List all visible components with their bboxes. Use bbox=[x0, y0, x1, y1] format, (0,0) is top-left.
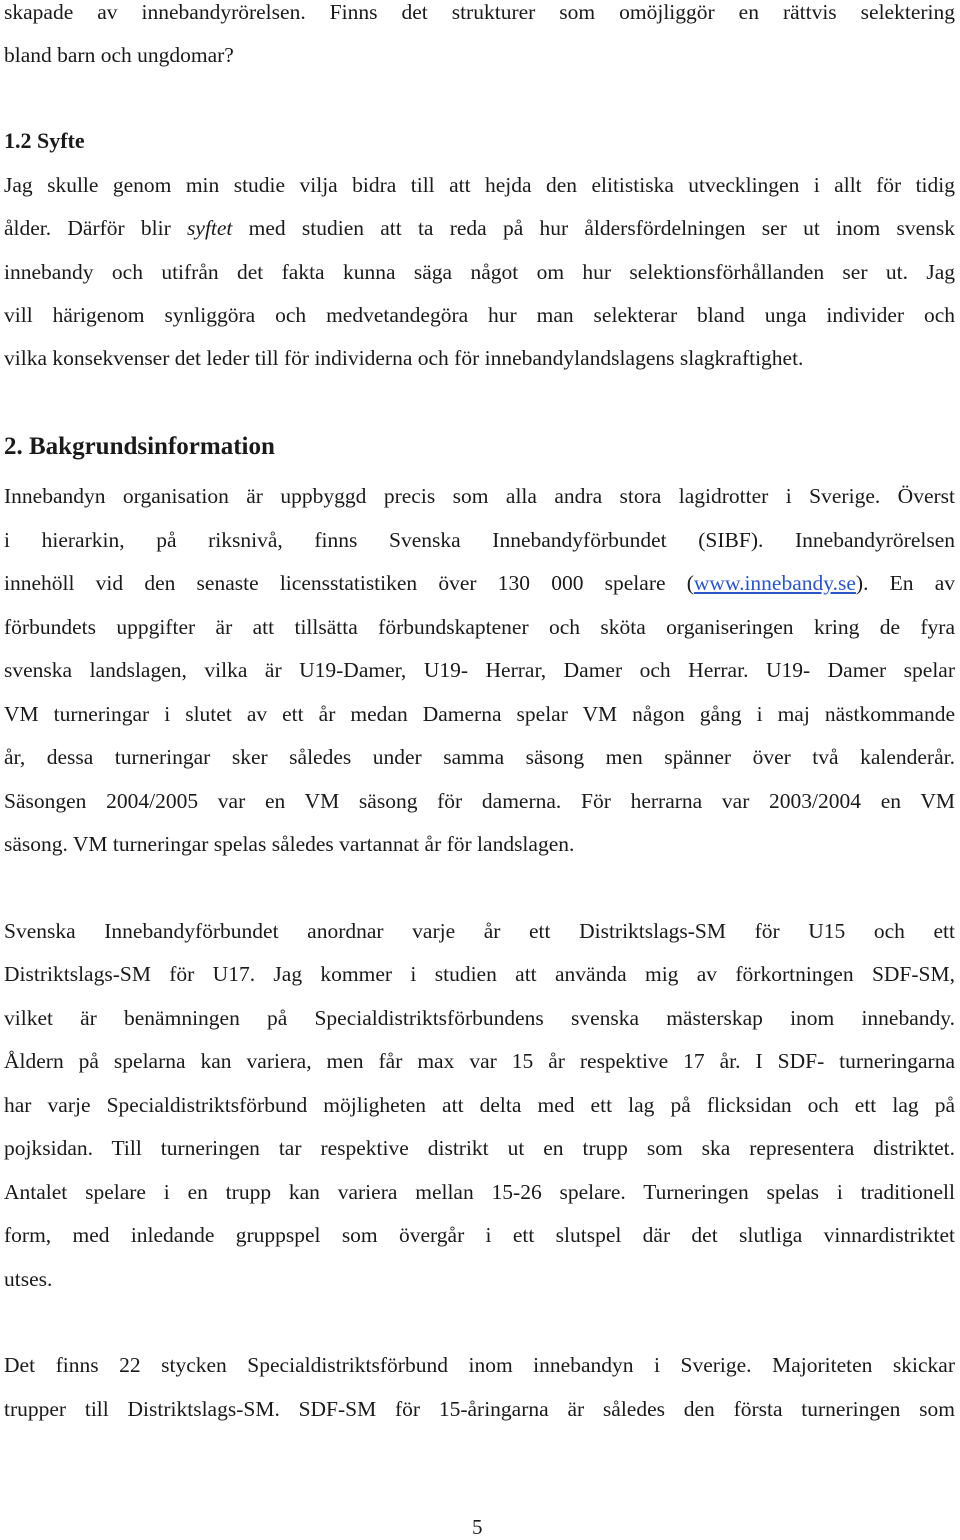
syfte-line-3: innebandy och utifrån det fakta kunna säga något om hur selektionsförhållanden ser ut. Jag bbox=[4, 260, 955, 284]
syfte-line-4: vill härigenom synliggöra och medvetandegöra hur man selekterar bland unga individer och bbox=[4, 303, 955, 327]
syfte-line-2-end: med studien att ta reda på hur åldersfördelningen ser ut inom svensk bbox=[232, 216, 956, 240]
bakgrund-p1-line-8: Säsongen 2004/2005 var en VM säsong för damerna. För herrarna var 2003/2004 en VM bbox=[4, 789, 955, 813]
syfte-line-5: vilka konsekvenser det leder till för individerna och för innebandylandslagens slagkraftighet. bbox=[4, 346, 804, 370]
intro-line-1: skapade av innebandyrörelsen. Finns det strukturer som omöjliggör en rättvis selektering bbox=[4, 0, 955, 24]
bakgrund-p1-line-4: förbundets uppgifter är att tillsätta förbundskaptener och sköta organiseringen kring de fyra bbox=[4, 615, 955, 639]
section-heading-bakgrundsinformation: 2. Bakgrundsinformation bbox=[4, 433, 275, 460]
bakgrund-p2-line-2: Distriktslags-SM för U17. Jag kommer i studien att använda mig av förkortningen SDF-SM, bbox=[4, 962, 955, 986]
bakgrund-p1-line-3-start: innehöll vid den senaste licensstatistiken över 130 000 spelare ( bbox=[4, 571, 694, 595]
bakgrund-p2-line-4: Åldern på spelarna kan variera, men får max var 15 år respektive 17 år. I SDF- turneringarna bbox=[4, 1049, 955, 1073]
page-number: 5 bbox=[472, 1515, 483, 1539]
bakgrund-p2-line-3: vilket är benämningen på Specialdistriktsförbundens svenska mästerskap inom innebandy. bbox=[4, 1006, 955, 1030]
bakgrund-p2-line-6: pojksidan. Till turneringen tar respektive distrikt ut en trupp som ska representera distriktet. bbox=[4, 1136, 955, 1160]
bakgrund-p3-line-2: trupper till Distriktslags-SM. SDF-SM för 15-åringarna är således den första turneringen som bbox=[4, 1397, 955, 1421]
syfte-line-2-start: ålder. Därför blir bbox=[4, 216, 188, 240]
bakgrund-p2-line-9: utses. bbox=[4, 1267, 53, 1291]
syfte-line-2 bbox=[4, 214, 955, 242]
bakgrund-p3-line-1: Det finns 22 stycken Specialdistriktsförbund inom innebandyn i Sverige. Majoriteten skickar bbox=[4, 1353, 955, 1377]
bakgrund-p1-line-3-end: ). En av bbox=[855, 571, 956, 595]
bakgrund-p1-line-1: Innebandyn organisation är uppbyggd precis som alla andra stora lagidrotter i Sverige. Överst bbox=[4, 484, 955, 508]
bakgrund-p2-line-7: Antalet spelare i en trupp kan variera mellan 15-26 spelare. Turneringen spelas i traditionell bbox=[4, 1180, 955, 1204]
bakgrund-p2-line-8: form, med inledande gruppspel som övergår i ett slutspel där det slutliga vinnardistriktet bbox=[4, 1223, 955, 1247]
syfte-line-1: Jag skulle genom min studie vilja bidra till att hejda den elitistiska utvecklingen i allt för tidig bbox=[4, 173, 955, 197]
bakgrund-p1-line-6: VM turneringar i slutet av ett år medan Damerna spelar VM någon gång i maj nästkommande bbox=[4, 702, 955, 726]
bakgrund-p1-line-7: år, dessa turneringar sker således under samma säsong men spänner över två kalenderår. bbox=[4, 745, 955, 769]
section-heading-syfte: 1.2 Syfte bbox=[4, 128, 85, 153]
bakgrund-p1-line-9: säsong. VM turneringar spelas således vartannat år för landslagen. bbox=[4, 832, 575, 856]
bakgrund-p1-line-3 bbox=[4, 569, 955, 597]
intro-line-2: bland barn och ungdomar? bbox=[4, 43, 234, 67]
bakgrund-p1-line-2: i hierarkin, på riksnivå, finns Svenska Innebandyförbundet (SIBF). Innebandyrörelsen bbox=[4, 528, 955, 552]
bakgrund-p1-line-5: svenska landslagen, vilka är U19-Damer, U19- Herrar, Damer och Herrar. U19- Damer spelar bbox=[4, 658, 955, 682]
syfte-emphasis: syftet bbox=[187, 216, 233, 240]
bakgrund-p2-line-1: Svenska Innebandyförbundet anordnar varje år ett Distriktslags-SM för U15 och ett bbox=[4, 919, 955, 943]
innebandy-website-link[interactable]: www.innebandy.se bbox=[693, 571, 856, 595]
bakgrund-p2-line-5: har varje Specialdistriktsförbund möjligheten att delta med ett lag på flicksidan och ett lag på bbox=[4, 1093, 955, 1117]
